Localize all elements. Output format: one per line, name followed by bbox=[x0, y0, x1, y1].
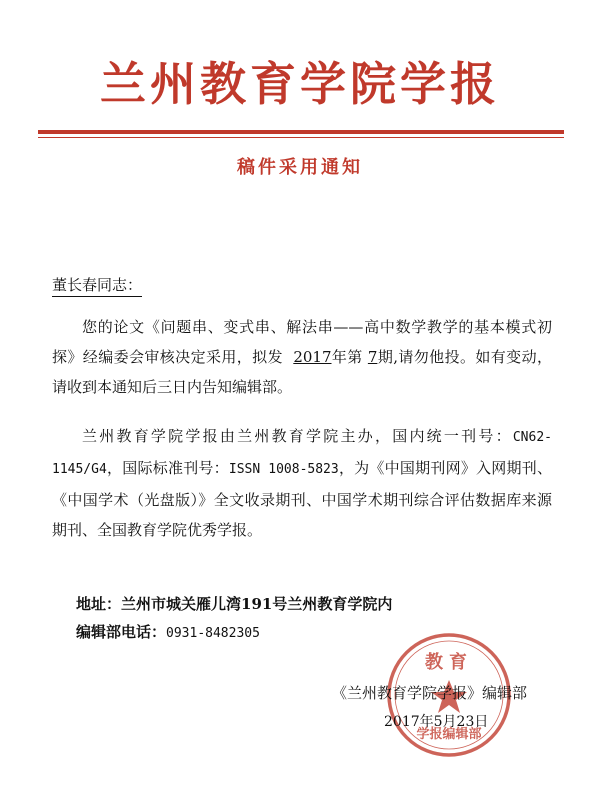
journal-info-text-b: ，国际标准刊号： bbox=[106, 459, 229, 477]
contact-phone bbox=[76, 620, 260, 646]
journal-masthead: 兰州教育学院学报 bbox=[100, 57, 500, 111]
issue-number: 7 bbox=[367, 348, 378, 366]
acceptance-text-a: 您的论文《问题串、变式串、解法串——高中数学教学的基本模式初探》经编委会审核决定采用，拟发 bbox=[52, 318, 552, 366]
paragraph-journal-info bbox=[52, 421, 552, 545]
seal-bottom-text: 学报编辑部 bbox=[416, 727, 482, 742]
acceptance-text-b: 年第 bbox=[331, 348, 363, 366]
phone-number: 0931-8482305 bbox=[166, 626, 260, 641]
paragraph-acceptance bbox=[52, 312, 552, 402]
signature-date: 2017年5月23日 bbox=[384, 714, 489, 730]
journal-info-text-c: ，为《中国期刊网》入网期刊、《中国学术（光盘版）》全文收录期刊、中国学术期刊综合评估数据库来源期刊、全国教育学院优秀学报。 bbox=[52, 459, 552, 539]
header-rule-thick bbox=[38, 130, 564, 134]
salutation: 董长春同志： bbox=[52, 274, 142, 297]
journal-info-text-a: 兰州教育学院学报由兰州教育学院主办，国内统一刊号： bbox=[82, 427, 513, 445]
cn-number: CN62-1145/G4 bbox=[52, 430, 552, 477]
notice-title: 稿件采用通知 bbox=[237, 157, 363, 178]
acceptance-text-c: 期,请勿他投。如有变动，请收到本通知后三日内告知编辑部。 bbox=[52, 348, 552, 396]
signature-department: 《兰州教育学院学报》编辑部 bbox=[332, 684, 528, 702]
phone-label: 编辑部电话： bbox=[76, 623, 167, 641]
contact-address: 地址：兰州市城关雁儿湾191号兰州教育学院内 bbox=[76, 595, 393, 613]
publish-year: 2017 bbox=[293, 348, 332, 366]
header-rule-thin bbox=[38, 137, 564, 138]
seal-top-text: 教育 bbox=[425, 652, 473, 673]
issn-number: ISSN 1008-5823 bbox=[228, 462, 339, 477]
